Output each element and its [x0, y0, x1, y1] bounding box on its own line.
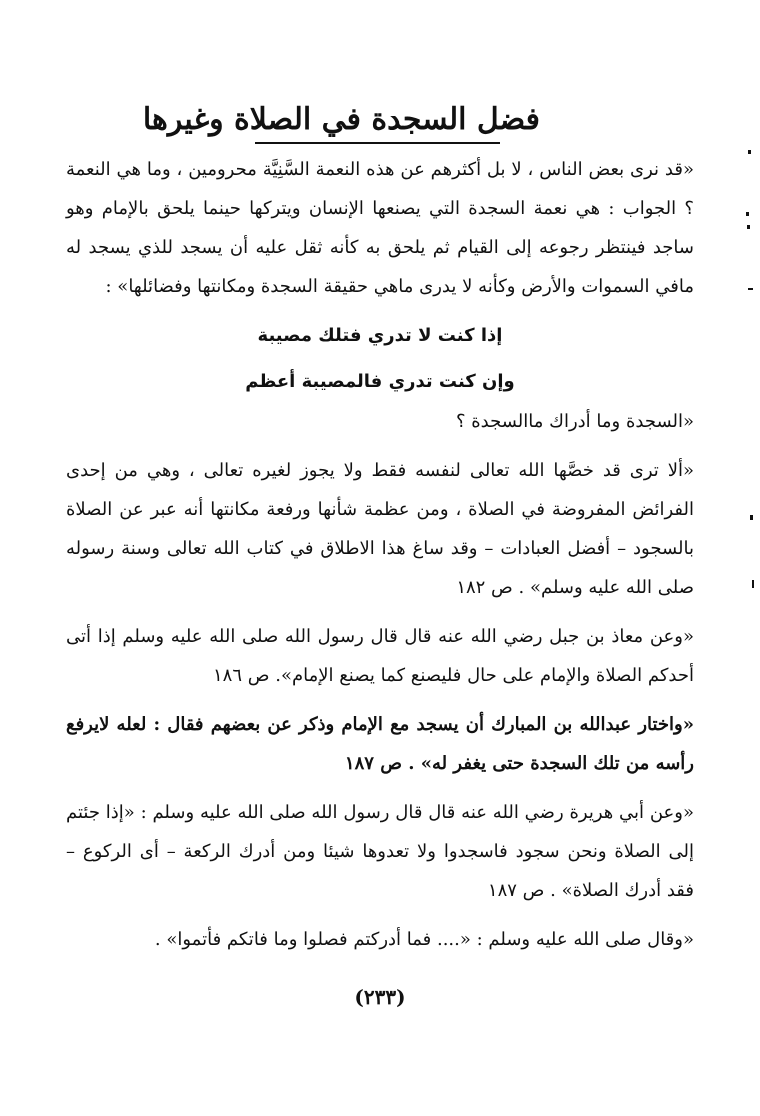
paragraph-ibn-mubarak: «واختار عبدالله بن المبارك أن يسجد مع الإمام وذكر عن بعضهم فقال : لعله لايرفع رأسه من تلك السجدة حتى يغفر له» . ص ١٨٧	[66, 714, 694, 774]
paragraph-muadh-hadith: «وعن معاذ بن جبل رضي الله عنه قال قال رسول الله صلى الله عليه وسلم إذا أتى أحدكم الصلاة والإمام على حال فليصنع كما يصنع الإمام». ص ١٨٦	[66, 626, 694, 686]
paragraph-closing-hadith: «وقال صلى الله عليه وسلم : «.... فما أدركتم فصلوا وما فاتكم فأتموا» .	[154, 929, 694, 950]
verse-line-1: إذا كنت لا تدري فتلك مصيبة	[257, 325, 503, 346]
scan-speck	[748, 150, 751, 154]
page-body	[66, 150, 694, 959]
scan-speck	[746, 212, 749, 216]
title-underline	[255, 142, 500, 144]
verse-line-2: وإن كنت تدري فالمصيبة أعظم	[245, 371, 515, 392]
paragraph-abu-hurayra-hadith: «وعن أبي هريرة رضي الله عنه قال قال رسول الله صلى الله عليه وسلم : «إذا جئتم إلى الصلاة ونحن سجود فاسجدوا ولا تعدوها شيئا ومن أدرك الركعة – أى الركوع – فقد أدرك الصلاة» . ص ١٨٧	[66, 802, 694, 901]
page-number: (٢٣٣)	[354, 985, 406, 1009]
paragraph-prostration-virtue: «ألا ترى قد خصَّها الله تعالى لنفسه فقط ولا يجوز لغيره تعالى ، وهي من إحدى الفرائض المفروضة في الصلاة ، ومن عظمة شأنها ورفعة مكانتها أنه عبر عن الصلاة بالسجود – أفضل العبادات – وقد ساغ هذا الاطلاق في كتاب الله تعالى وسنة رسوله صلى الله عليه وسلم» . ص ١٨٢	[66, 460, 694, 598]
scan-speck	[748, 288, 753, 290]
scan-speck	[752, 580, 754, 588]
paragraph-question: «السجدة وما أدراك ماالسجدة ؟	[455, 411, 694, 432]
paragraph-intro: «قد نرى بعض الناس ، لا بل أكثرهم عن هذه النعمة السَّنِيَّة محرومين ، وما هي النعمة ؟ الجواب : هي نعمة السجدة التي يصنعها الإنسان ويتركها حينما يلحق بالإمام وهو ساجد فينتظر رجوعه إلى القيام ثم يلحق به كأنه ثقل عليه أن يسجد للذي يسجد له مافي السموات والأرض وكأنه لا يدرى ماهي حقيقة السجدة ومكانتها وفضائلها» :	[66, 159, 694, 297]
scan-speck	[747, 225, 750, 229]
page-title: فضل السجدة في الصلاة وغيرها	[142, 102, 540, 137]
scan-speck	[750, 515, 753, 520]
